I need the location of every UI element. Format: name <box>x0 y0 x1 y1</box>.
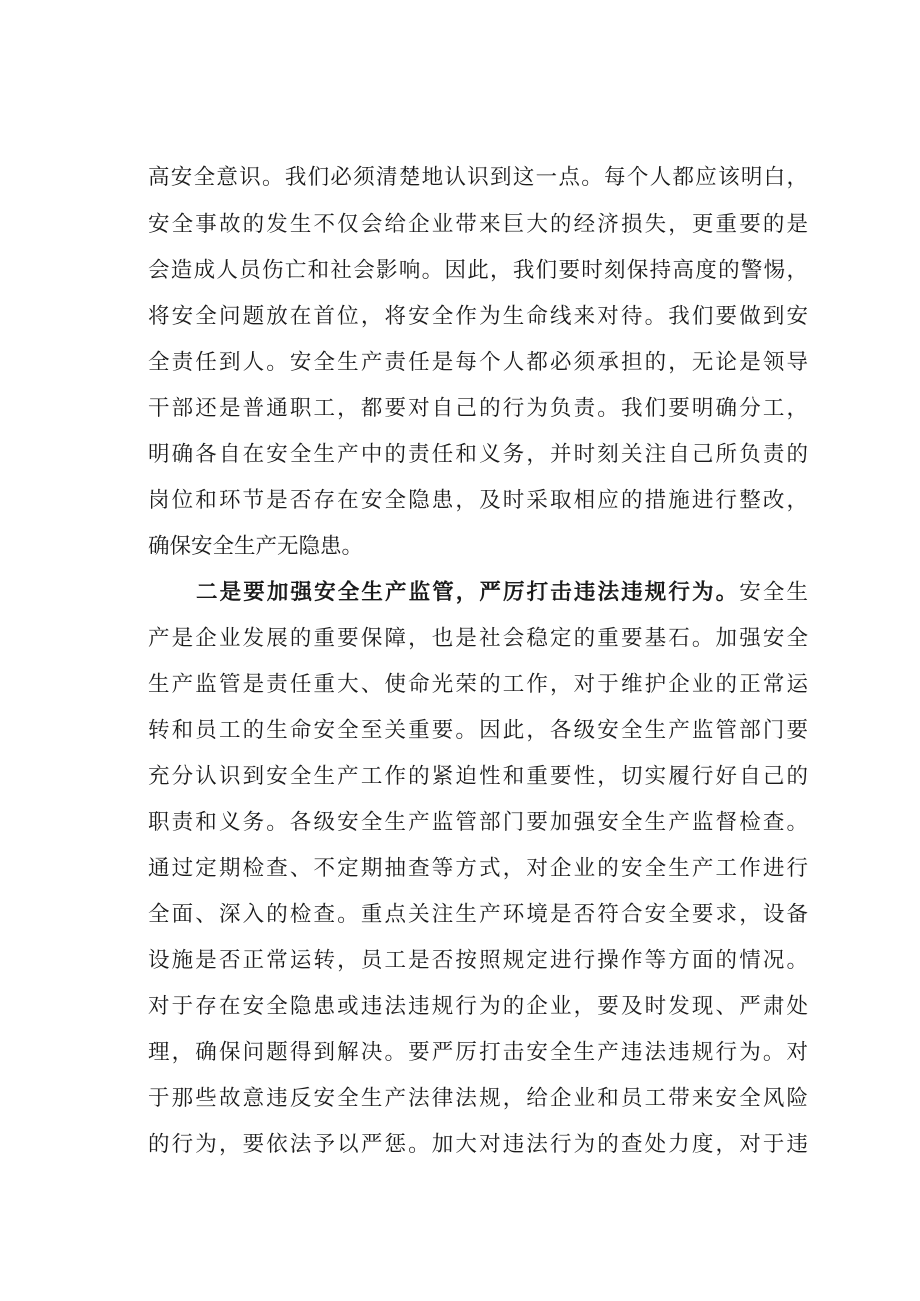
paragraph-2-line-10: 对于存在安全隐患或违法违规行为的企业，要及时发现、严肃处 <box>148 994 808 1019</box>
paragraph-1-line-2: 安全事故的发生不仅会给企业带来巨大的经济损失，更重要的是 <box>148 212 808 237</box>
paragraph-2-line-12: 于那些故意违反安全生产法律法规，给企业和员工带来安全风险 <box>148 1086 808 1111</box>
paragraph-2-line-2: 产是企业发展的重要保障，也是社会稳定的重要基石。加强安全 <box>148 626 808 651</box>
paragraph-2-line-8: 全面、深入的检查。重点关注生产环境是否符合安全要求，设备 <box>148 902 808 927</box>
paragraph-1-line-4: 将安全问题放在首位，将安全作为生命线来对待。我们要做到安 <box>148 304 808 329</box>
paragraph-2-line-13: 的行为，要依法予以严惩。加大对违法行为的查处力度，对于违 <box>148 1132 808 1157</box>
paragraph-1-line-5: 全责任到人。安全生产责任是每个人都必须承担的，无论是领导 <box>148 350 808 375</box>
paragraph-1-line-9: 确保安全生产无隐患。 <box>148 534 364 559</box>
paragraph-1-line-1: 高安全意识。我们必须清楚地认识到这一点。每个人都应该明白， <box>148 165 808 190</box>
paragraph-1-line-8: 岗位和环节是否存在安全隐患，及时采取相应的措施进行整改， <box>148 488 808 513</box>
paragraph-1-line-7: 明确各自在安全生产中的责任和义务，并时刻关注自己所负责的 <box>148 442 808 467</box>
paragraph-2-line-5: 充分认识到安全生产工作的紧迫性和重要性，切实履行好自己的 <box>148 764 808 789</box>
paragraph-2-line-6: 职责和义务。各级安全生产监管部门要加强安全生产监督检查。 <box>148 810 808 835</box>
paragraph-2-line-4: 转和员工的生命安全至关重要。因此，各级安全生产监管部门要 <box>148 718 808 743</box>
paragraph-2-line-11: 理，确保问题得到解决。要严厉打击安全生产违法违规行为。对 <box>148 1040 808 1065</box>
paragraph-2-first-line-rest: 安全生 <box>739 580 808 605</box>
paragraph-2-line-7: 通过定期检查、不定期抽查等方式，对企业的安全生产工作进行 <box>148 856 808 881</box>
paragraph-2-line-1 <box>196 580 808 606</box>
paragraph-1-line-3: 会造成人员伤亡和社会影响。因此，我们要时刻保持高度的警惕， <box>148 258 808 283</box>
paragraph-1-line-6: 干部还是普通职工，都要对自己的行为负责。我们要明确分工， <box>148 396 808 421</box>
paragraph-2-line-3: 生产监管是责任重大、使命光荣的工作，对于维护企业的正常运 <box>148 672 808 697</box>
paragraph-2-heading: 二是要加强安全生产监管，严厉打击违法违规行为。 <box>196 580 740 605</box>
paragraph-2-line-9: 设施是否正常运转，员工是否按照规定进行操作等方面的情况。 <box>148 948 808 973</box>
